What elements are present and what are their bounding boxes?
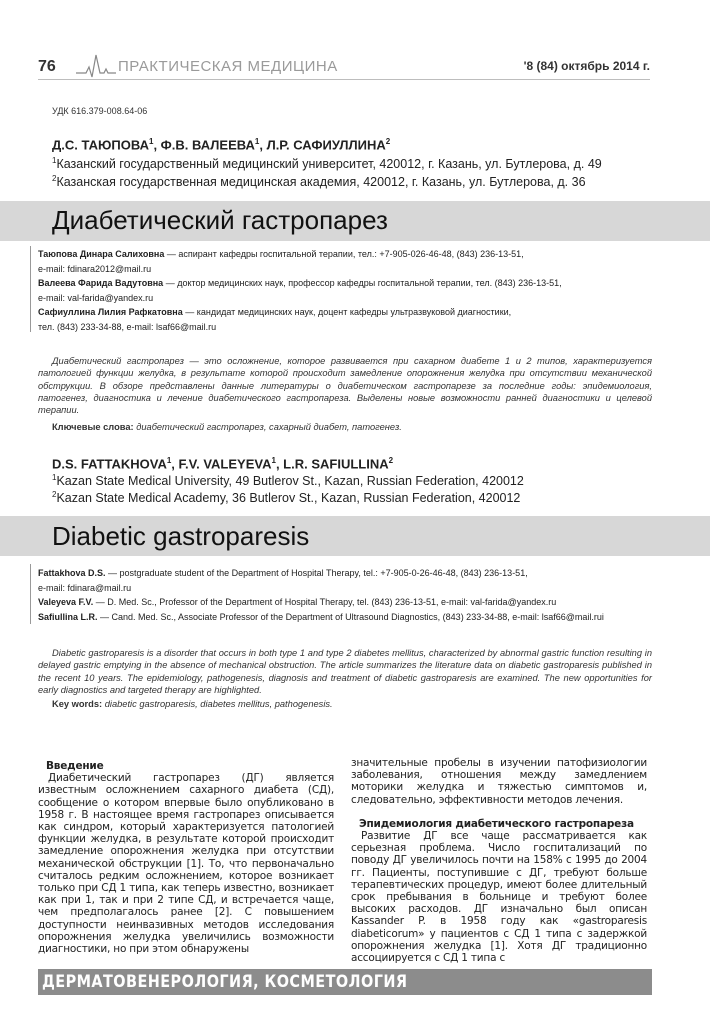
ru-keywords: Ключевые слова: диабетический гастропарез, сахарный диабет, патогенез.: [52, 422, 402, 432]
en-affiliation-1: $^1$Kazan State Medical University, 49 Butlerov St., Kazan, Russian Federation, 420012: [52, 473, 524, 489]
epidemiology-heading: Эпидемиология диабетического гастропареза: [359, 817, 634, 830]
author-name: , F.V. VALEYEVA: [171, 456, 272, 472]
info-line: тел. (843) 233-34-88, e-mail: lsaf66@mail.ru: [38, 321, 217, 332]
en-info-rule: [30, 564, 31, 624]
en-keywords: Key words: diabetic gastroparesis, diabetes mellitus, pathogenesis.: [52, 699, 333, 709]
issue-info: '8 (84) октябрь 2014 г.: [523, 59, 650, 73]
author-sup: 1: [254, 137, 260, 146]
info-line: Valeyeva F.V. — D. Med. Sc., Professor of the Department of Hospital Therapy, tel. (843) 236-13-51, e-mail: val-farida@yandex.ru: [38, 597, 557, 607]
body-left-column: [38, 760, 334, 955]
ru-authors: [52, 137, 390, 152]
info-line: Валеева Фарида Вадутовна — доктор медицинских наук, профессор кафедры госпитальной терапии, тел. (843) 236-13-51,: [38, 278, 562, 288]
info-line: Safiullina L.R. — Cand. Med. Sc., Associate Professor of the Department of Ultrasound Diagnostics, (843) 233-34-88, e-mail: lsaf66@mail.rui: [38, 611, 604, 622]
epidemiology-paragraph: Развитие ДГ все чаще рассматривается как серьезная проблема. Число госпитализаций по поводу ДГ увеличилось почти на 158% с 1995 до 2004 гг. Пациенты, поступившие с ДГ, требуют больше терапевтических процедур, имеют более длительный срок пребывания в больнице и требуют более высоких расходов. ДГ изначально был описан Kassander P. в 1958 году как «gastroparesis diabeticorum» у пациентов с СД 1 типа с задержкой опорожнения желудка [1]. Хотя ДГ традиционно ассоциируется с СД 1 типа с: [351, 830, 647, 965]
author-name: , Ф.В. ВАЛЕЕВА: [153, 137, 255, 153]
info-line: Сафиуллина Лилия Рафкатовна — кандидат медицинских наук, доцент кафедры ультразвуковой диагностики,: [38, 307, 512, 317]
author-sup: 2: [388, 456, 394, 465]
author-name: D.S. FATTAKHOVA: [52, 456, 167, 472]
info-line: e-mail: fdinara2012@mail.ru: [38, 263, 152, 274]
author-sup: 2: [385, 137, 391, 146]
en-abstract: Diabetic gastroparesis is a disorder that occurs in both type 1 and type 2 diabetes mellitus, characterized by abnormal gastric function resulting in delayed gastric emptying in the absence of mechanical obstruction. The article summarizes the literature data on diabetic gastroparesis published in the recent 10 years. The epidemiology, pathogenesis, diagnosis and treatment of diabetic gastroparesis are examined. The new opportunities for early diagnostics and targeted therapy are highlighted.: [38, 648, 652, 695]
header-divider: [38, 79, 650, 80]
ru-abstract: Диабетический гастропарез — это осложнение, которое развивается при сахарном диабете 1 и 2 типов, характеризуется патологией функции желудка, в результате которой происходит замедление опорожнения желудка при отсутствии механической обструкции. В обзоре представлены данные литературы о диабетическом гастропарезе за последние годы: эпидемиология, патогенез, диагностика и лечение диабетического гастропареза. Выделены новые возможности ранней диагностики и целевой терапии.: [38, 356, 652, 416]
udk-code: УДК 616.379-008.64-06: [52, 106, 148, 116]
ru-article-title: Диабетический гастропарез: [52, 205, 388, 235]
ru-affiliation-1: $^1$Казанский государственный медицинский университет, 420012, г. Казань, ул. Бутлерова, д. 49: [52, 156, 602, 172]
section-footer: ДЕРМАТОВЕНЕРОЛОГИЯ, КОСМЕТОЛОГИЯ: [42, 972, 408, 992]
author-name: Д.С. ТАЮПОВА: [52, 137, 149, 153]
info-line: Таюпова Динара Салиховна — аспирант кафедры госпитальной терапии, тел.: +7-905-026-46-48, (843) 236-13-51,: [38, 249, 524, 259]
author-sup: 1: [149, 137, 154, 146]
intro-heading: Введение: [46, 760, 104, 772]
page-number: 76: [38, 58, 56, 75]
ru-author-info: [38, 247, 562, 334]
journal-name: ПРАКТИЧЕСКАЯ МЕДИЦИНА: [118, 58, 338, 75]
en-authors: [52, 456, 393, 471]
body-right-column: [351, 757, 647, 964]
ru-info-rule: [30, 246, 31, 332]
intro-paragraph: Диабетический гастропарез (ДГ) является известным осложнением сахарного диабета (СД), сообщение о котором впервые было опубликовано в 1958 г. В настоящее время гастропарез описывается как синдром, который характеризуется патологией функции желудка, в результате которой происходит замедление опорожнения желудка при отсутствии механической обструкции [1]. То, что первоначально считалось редким осложнением, которое возникает только при СД 1 типа, как теперь известно, возникает как при 1, так и при 2 типе СД, и встречается чаще, чем предполагалось ранее [2]. С повышением доступности неинвазивных методов исследования опорожнения желудка увеличились возможности диагностики, но при этом обнаружены: [38, 772, 334, 956]
pulse-icon: [76, 53, 116, 79]
author-name: , Л.Р. САФИУЛЛИНА: [259, 137, 386, 153]
ru-affiliation-2: $^2$Казанская государственная медицинская академия, 420012, г. Казань, ул. Бутлерова, д. 36: [52, 174, 586, 190]
en-author-info: [38, 566, 604, 624]
author-sup: 1: [271, 456, 276, 465]
continued-paragraph: значительные пробелы в изучении патофизиологии заболевания, отношения между замедлением моторики желудка и тяжестью симптомов и, следовательно, эффективности методов лечения.: [351, 757, 647, 806]
en-article-title: Diabetic gastroparesis: [52, 521, 310, 551]
author-sup: 1: [166, 456, 172, 465]
info-line: e-mail: fdinara@mail.ru: [38, 582, 132, 593]
info-line: e-mail: val-farida@yandex.ru: [38, 292, 154, 303]
info-line: Fattakhova D.S. — postgraduate student of the Department of Hospital Therapy, tel.: +7-905-0-26-46-48, (843) 236-13-51,: [38, 568, 528, 578]
author-name: , L.R. SAFIULLINA: [275, 456, 389, 472]
en-affiliation-2: $^2$Kazan State Medical Academy, 36 Butlerov St., Kazan, Russian Federation, 420012: [52, 490, 521, 506]
